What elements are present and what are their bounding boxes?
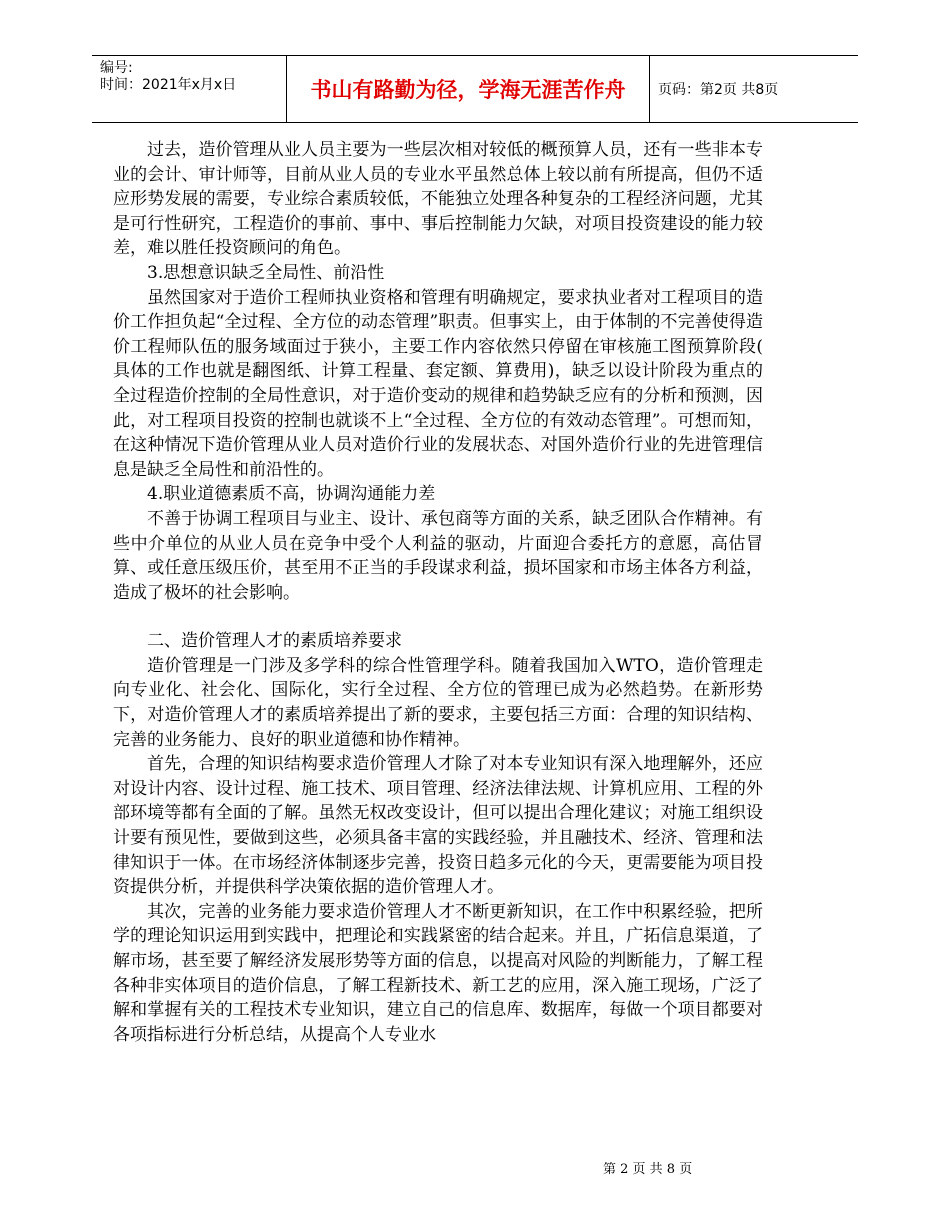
- section-heading: 3.思想意识缺乏全局性、前沿性: [147, 262, 385, 283]
- header-page-label: 页码：第2页 共8页: [658, 82, 779, 98]
- header-motto: 书山有路勤为径，学海无涯苦作舟: [286, 56, 650, 122]
- paragraph: 造价管理是一门涉及多学科的综合性管理学科。随着我国加入WTO，造价管理走向专业化、社会化、国际化，实行全过程、全方位的管理已成为必然趋势。在新形势下，对造价管理人才的素质培养提出了新的要求，主要包括三方面：合理的知识结构、完善的业务能力、良好的职业道德和协作精神。: [113, 655, 763, 750]
- section-heading: 二、造价管理人才的素质培养要求: [147, 631, 402, 652]
- page-header: [92, 55, 858, 123]
- time-label: 时间：2021年x月x日: [100, 77, 237, 93]
- paragraph: 其次，完善的业务能力要求造价管理人才不断更新知识，在工作中积累经验，把所学的理论知识运用到实践中，把理论和实践紧密的结合起来。并且，广拓信息渠道，了解市场，甚至要了解经济发展形势等方面的信息，以提高对风险的判断能力，了解工程各种非实体项目的造价信息，了解工程新技术、新工艺的应用，深入施工现场，广泛了解和掌握有关的工程技术专业知识，建立自己的信息库、数据库，每做一个项目都要对各项指标进行分析总结，从提高个人专业水: [113, 901, 763, 1045]
- number-label: 编号:: [100, 60, 133, 76]
- blank-line: [113, 605, 763, 629]
- paragraph: 过去，造价管理从业人员主要为一些层次相对较低的概预算人员，还有一些非本专业的会计、审计师等，目前从业人员的专业水平虽然总体上较以前有所提高，但仍不适应形势发展的需要，专业综合素质较低，不能独立处理各种复杂的工程经济问题，尤其是可行性研究，工程造价的事前、事中、事后控制能力欠缺，对项目投资建设的能力较差，难以胜任投资顾问的角色。: [113, 140, 763, 259]
- page-footer: 第 2 页 共 8 页: [603, 1162, 693, 1177]
- paragraph: 首先，合理的知识结构要求造价管理人才除了对本专业知识有深入地理解外，还应对设计内容、设计过程、施工技术、项目管理、经济法律法规、计算机应用、工程的外部环境等都有全面的了解。虽然无权改变设计，但可以提出合理化建议；对施工组织设计要有预见性，要做到这些，必须具备丰富的实践经验，并且融技术、经济、管理和法律知识于一体。在市场经济体制逐步完善，投资日趋多元化的今天，更需要能为项目投资提供分析，并提供科学决策依据的造价管理人才。: [113, 754, 763, 898]
- paragraph: 虽然国家对于造价工程师执业资格和管理有明确规定，要求执业者对工程项目的造价工作担负起“全过程、全方位的动态管理”职责。但事实上，由于体制的不完善使得造价工程师队伍的服务域面过于狭小，主要工作内容依然只停留在审核施工图预算阶段( 具体的工作也就是翻图纸、计算工程量、套定额、算费用)，缺乏以设计阶段为重点的全过程造价控制的全局性意识，对于造价变动的规律和趋势缺乏应有的分析和预测，因此，对工程项目投资的控制也就谈不上“全过程、全方位的有效动态管理”。可想而知，在这种情况下造价管理从业人员对造价行业的发展状态、对国外造价行业的先进管理信息是缺乏全局性和前沿性的。: [113, 287, 763, 480]
- paragraph: 不善于协调工程项目与业主、设计、承包商等方面的关系，缺乏团队合作精神。有些中介单位的从业人员在竞争中受个人利益的驱动，片面迎合委托方的意愿，高估冒算、或任意压级压价，甚至用不正当的手段谋求利益，损坏国家和市场主体各方利益，造成了极坏的社会影响。: [113, 508, 763, 603]
- header-meta: [100, 60, 236, 94]
- section-heading: 4.职业道德素质不高，协调沟通能力差: [147, 484, 436, 505]
- document-body: [113, 138, 763, 1047]
